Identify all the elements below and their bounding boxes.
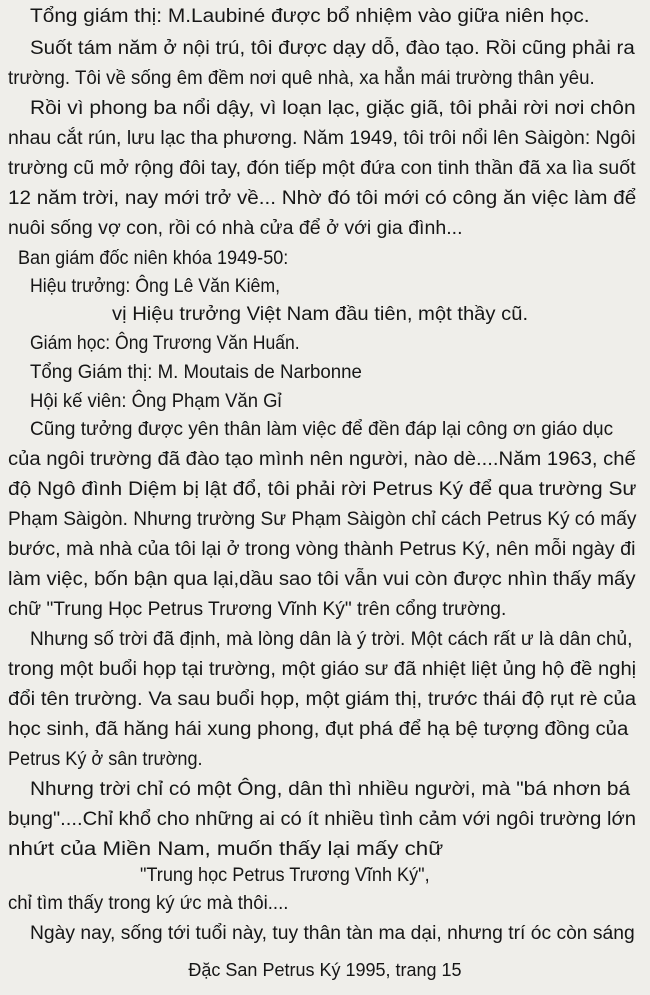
text-line: Nhưng số trời đã định, mà lòng dân là ý trời. Một cách rất ư là dân chủ, <box>30 629 633 650</box>
text-line: Giám học: Ông Trương Văn Huấn. <box>30 333 300 354</box>
text-line: Hiệu trưởng: Ông Lê Văn Kiêm, <box>30 276 281 297</box>
text-line: chỉ tìm thấy trong ký ức mà thôi.... <box>8 893 289 914</box>
text-line: nhứt của Miền Nam, muốn thấy lại mấy chữ <box>8 839 444 860</box>
text-line: Petrus Ký ở sân trường. <box>8 749 203 770</box>
text-line: đổi tên trường. Va sau buổi họp, một giám thị, trước thái độ rụt rè của <box>8 689 637 710</box>
text-line: Ban giám đốc niên khóa 1949-50: <box>18 248 289 269</box>
text-line: Hội kế viên: Ông Phạm Văn Gỉ <box>30 391 282 412</box>
text-line: Ngày nay, sống tới tuổi này, tuy thân tàn ma dại, nhưng trí óc còn sáng <box>30 923 635 944</box>
page-footer: Đặc San Petrus Ký 1995, trang 15 <box>188 960 462 980</box>
text-line: Rồi vì phong ba nổi dậy, vì loạn lạc, giặc giã, tôi phải rời nơi chôn <box>30 98 636 119</box>
text-line: Tổng giám thị: M.Laubiné được bổ nhiệm vào giữa niên học. <box>30 6 590 27</box>
text-line: 12 năm trời, nay mới trở về... Nhờ đó tôi mới có công ăn việc làm để <box>8 188 637 209</box>
text-line: bước, mà nhà của tôi lại ở trong vòng thành Petrus Ký, nên mỗi ngày đi <box>8 539 636 560</box>
text-line: làm việc, bốn bận qua lại,dầu sao tôi vẫn vui còn được nhìn thấy mấy <box>8 569 636 590</box>
text-line: trường. Tôi về sống êm đềm nơi quê nhà, xa hẳn mái trường thân yêu. <box>8 68 595 89</box>
text-line: Nhưng trời chỉ có một Ông, dân thì nhiều người, mà "bá nhơn bá <box>30 779 631 800</box>
text-line: Tổng Giám thị: M. Moutais de Narbonne <box>30 362 362 383</box>
text-line: Phạm Sàigòn. Nhưng trường Sư Phạm Sàigòn chỉ cách Petrus Ký có mấy <box>8 509 637 530</box>
text-line: nhau cắt rún, lưu lạc tha phương. Năm 1949, tôi trôi nổi lên Sàigòn: Ngôi <box>8 128 636 149</box>
text-line: chữ "Trung Học Petrus Trương Vĩnh Ký" trên cổng trường. <box>8 599 507 620</box>
text-line: học sinh, đã hăng hái xung phong, đụt phá để hạ bệ tượng đồng của <box>8 719 629 740</box>
text-line: bụng"....Chỉ khổ cho những ai có ít nhiều tình cảm với ngôi trường lớn <box>8 809 637 830</box>
text-line: của ngôi trường đã đào tạo mình nên người, nào dè....Năm 1963, chế <box>8 449 636 470</box>
text-line: Suốt tám năm ở nội trú, tôi được dạy dỗ, đào tạo. Rồi cũng phải ra <box>30 38 635 59</box>
text-line: độ Ngô đình Diệm bị lật đổ, tôi phải rời Petrus Ký để qua trường Sư <box>8 479 637 500</box>
text-line: vị Hiệu trưởng Việt Nam đầu tiên, một thầy cũ. <box>112 304 529 325</box>
text-line: nuôi sống vợ con, rồi có nhà cửa để ở với gia đình... <box>8 218 463 239</box>
text-line: Cũng tưởng được yên thân làm việc để đền đáp lại công ơn giáo dục <box>30 419 614 440</box>
text-line: "Trung học Petrus Trương Vĩnh Ký", <box>140 865 430 886</box>
text-line: trong một buổi họp tại trường, một giáo sư đã nhiệt liệt ủng hộ đề nghị <box>8 659 637 680</box>
text-line: trường cũ mở rộng đôi tay, đón tiếp một đứa con tinh thần đã xa lìa suốt <box>8 158 636 179</box>
